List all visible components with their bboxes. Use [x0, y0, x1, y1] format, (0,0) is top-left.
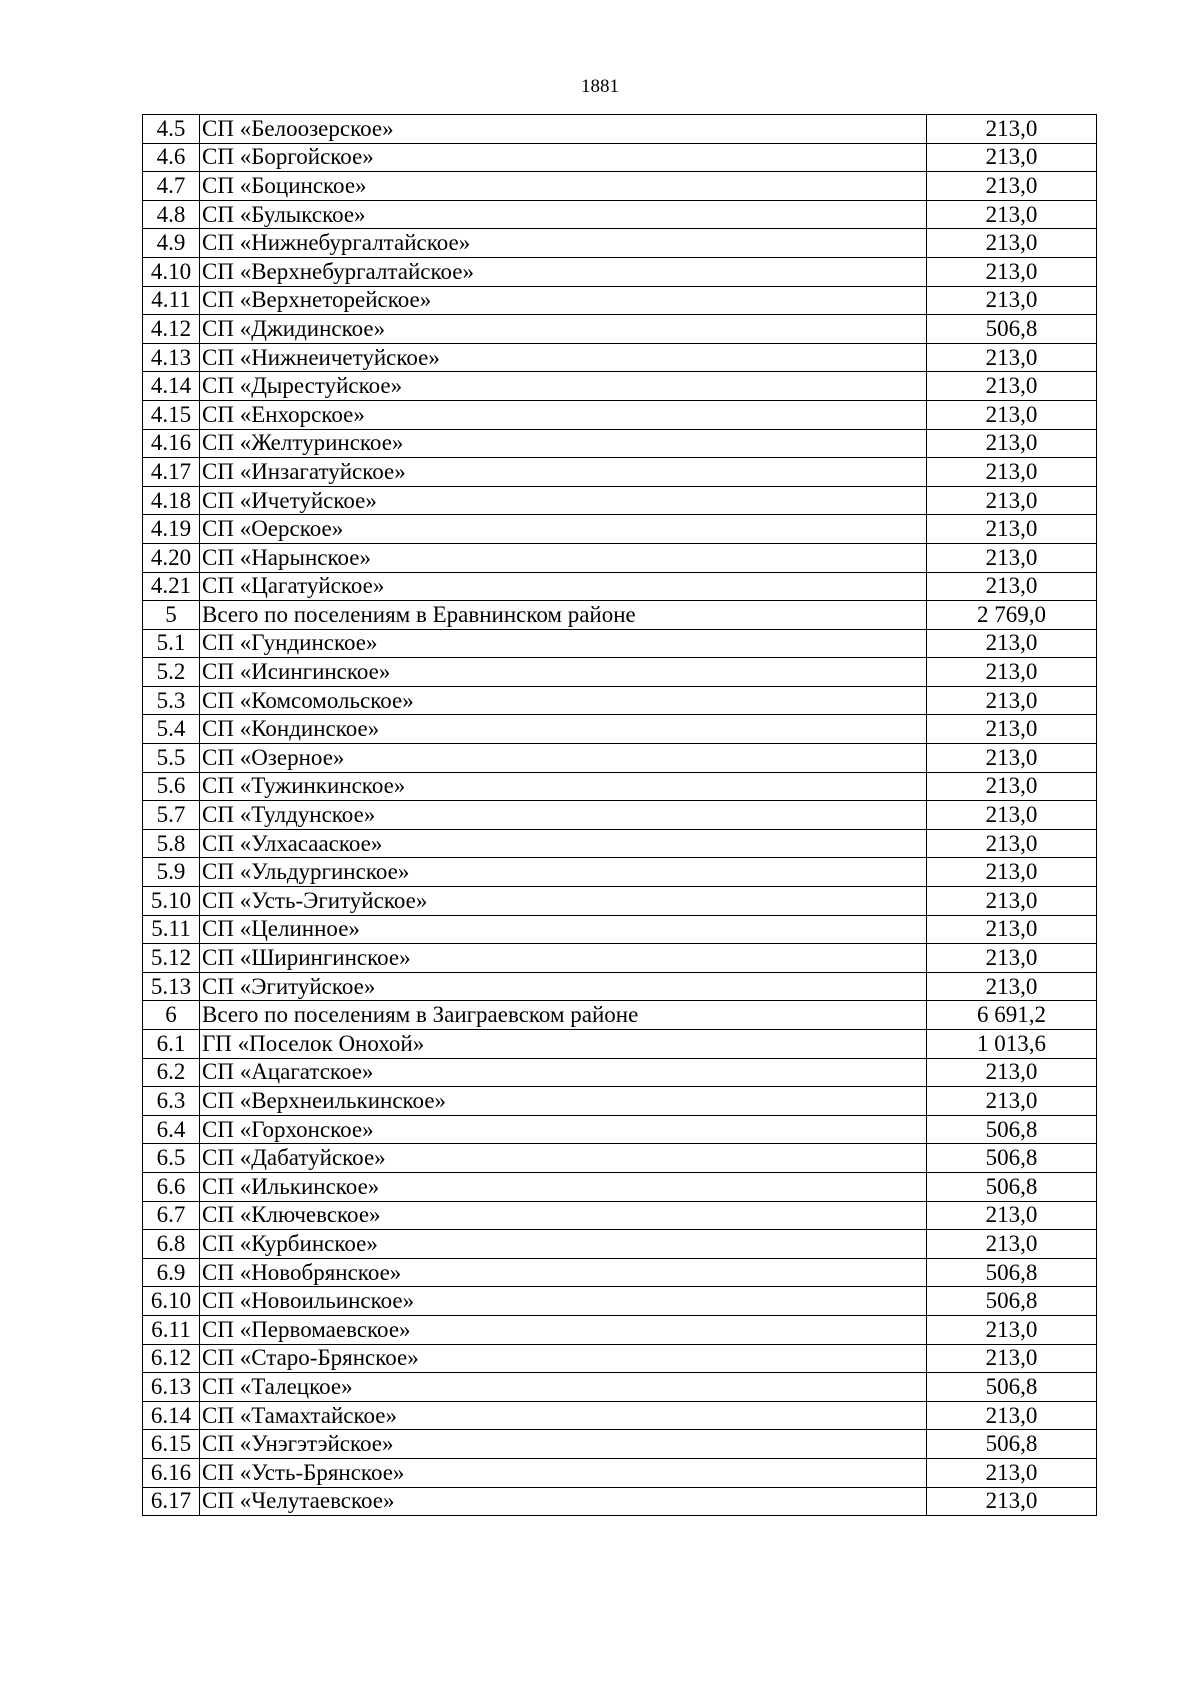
amount-cell: 213,0 — [927, 429, 1097, 458]
row-number-cell: 5.6 — [143, 772, 200, 801]
table-row — [143, 1373, 1097, 1402]
settlement-name-cell: СП «Нижнебургалтайское» — [200, 229, 927, 258]
settlement-name-cell: СП «Белоозерское» — [200, 115, 927, 144]
table-row — [143, 1001, 1097, 1030]
settlement-name-cell: СП «Озерное» — [200, 744, 927, 773]
table-row — [143, 229, 1097, 258]
table-row — [143, 658, 1097, 687]
amount-cell: 213,0 — [927, 1087, 1097, 1116]
settlement-name-cell: СП «Илькинское» — [200, 1172, 927, 1201]
amount-cell: 213,0 — [927, 115, 1097, 144]
row-number-cell: 6.15 — [143, 1430, 200, 1459]
settlement-name-cell: СП «Унэгэтэйское» — [200, 1430, 927, 1459]
amount-cell: 213,0 — [927, 1315, 1097, 1344]
table-row — [143, 629, 1097, 658]
table-row — [143, 458, 1097, 487]
settlement-name-cell: СП «Булыкское» — [200, 200, 927, 229]
row-number-cell: 6 — [143, 1001, 200, 1030]
settlement-name-cell: СП «Эгитуйское» — [200, 972, 927, 1001]
settlement-name-cell: СП «Старо-Брянское» — [200, 1344, 927, 1373]
row-number-cell: 6.12 — [143, 1344, 200, 1373]
row-number-cell: 4.7 — [143, 172, 200, 201]
amount-cell: 6 691,2 — [927, 1001, 1097, 1030]
amount-cell: 213,0 — [927, 686, 1097, 715]
table-row — [143, 1201, 1097, 1230]
settlement-name-cell: Всего по поселениям в Еравнинском районе — [200, 601, 927, 630]
row-number-cell: 5 — [143, 601, 200, 630]
amount-cell: 213,0 — [927, 486, 1097, 515]
amount-cell: 213,0 — [927, 286, 1097, 315]
table-row — [143, 1030, 1097, 1059]
table-row — [143, 1287, 1097, 1316]
row-number-cell: 4.5 — [143, 115, 200, 144]
table-row — [143, 915, 1097, 944]
amount-cell: 213,0 — [927, 372, 1097, 401]
table-row — [143, 429, 1097, 458]
amount-cell: 506,8 — [927, 1144, 1097, 1173]
table-row — [143, 400, 1097, 429]
amount-cell: 213,0 — [927, 801, 1097, 830]
row-number-cell: 6.14 — [143, 1401, 200, 1430]
amount-cell: 213,0 — [927, 1458, 1097, 1487]
settlement-name-cell: СП «Ичетуйское» — [200, 486, 927, 515]
settlement-name-cell: СП «Боргойское» — [200, 143, 927, 172]
amount-cell: 506,8 — [927, 1115, 1097, 1144]
row-number-cell: 5.3 — [143, 686, 200, 715]
table-row — [143, 1487, 1097, 1516]
settlement-name-cell: СП «Боцинское» — [200, 172, 927, 201]
settlement-name-cell: СП «Усть-Брянское» — [200, 1458, 927, 1487]
table-row — [143, 1172, 1097, 1201]
amount-cell: 213,0 — [927, 515, 1097, 544]
row-number-cell: 6.3 — [143, 1087, 200, 1116]
row-number-cell: 4.6 — [143, 143, 200, 172]
row-number-cell: 4.17 — [143, 458, 200, 487]
amount-cell: 213,0 — [927, 915, 1097, 944]
amount-cell: 213,0 — [927, 172, 1097, 201]
table-row — [143, 1230, 1097, 1259]
settlement-name-cell: СП «Целинное» — [200, 915, 927, 944]
table-row — [143, 601, 1097, 630]
row-number-cell: 6.11 — [143, 1315, 200, 1344]
settlement-name-cell: СП «Усть-Эгитуйское» — [200, 887, 927, 916]
amount-cell: 506,8 — [927, 1287, 1097, 1316]
settlement-name-cell: СП «Тамахтайское» — [200, 1401, 927, 1430]
row-number-cell: 4.8 — [143, 200, 200, 229]
settlements-table — [142, 114, 1097, 1516]
amount-cell: 213,0 — [927, 658, 1097, 687]
amount-cell: 506,8 — [927, 1258, 1097, 1287]
amount-cell: 506,8 — [927, 1430, 1097, 1459]
table-row — [143, 172, 1097, 201]
table-row — [143, 543, 1097, 572]
row-number-cell: 5.10 — [143, 887, 200, 916]
settlement-name-cell: СП «Ширингинское» — [200, 944, 927, 973]
amount-cell: 1 013,6 — [927, 1030, 1097, 1059]
settlement-name-cell: СП «Желтуринское» — [200, 429, 927, 458]
amount-cell: 506,8 — [927, 315, 1097, 344]
row-number-cell: 5.1 — [143, 629, 200, 658]
settlement-name-cell: ГП «Поселок Онохой» — [200, 1030, 927, 1059]
row-number-cell: 4.10 — [143, 257, 200, 286]
amount-cell: 506,8 — [927, 1172, 1097, 1201]
table-row — [143, 1401, 1097, 1430]
amount-cell: 213,0 — [927, 829, 1097, 858]
table-body — [143, 115, 1097, 1516]
settlement-name-cell: СП «Кондинское» — [200, 715, 927, 744]
amount-cell: 213,0 — [927, 887, 1097, 916]
settlement-name-cell: СП «Первомаевское» — [200, 1315, 927, 1344]
settlement-name-cell: СП «Улхасаaское» — [200, 829, 927, 858]
amount-cell: 213,0 — [927, 543, 1097, 572]
row-number-cell: 5.11 — [143, 915, 200, 944]
row-number-cell: 5.5 — [143, 744, 200, 773]
amount-cell: 506,8 — [927, 1373, 1097, 1402]
settlement-name-cell: СП «Енхорское» — [200, 400, 927, 429]
row-number-cell: 5.13 — [143, 972, 200, 1001]
row-number-cell: 6.1 — [143, 1030, 200, 1059]
settlement-name-cell: Всего по поселениям в Заиграевском районе — [200, 1001, 927, 1030]
row-number-cell: 6.7 — [143, 1201, 200, 1230]
settlement-name-cell: СП «Верхнебургалтайское» — [200, 257, 927, 286]
table-row — [143, 944, 1097, 973]
table-row — [143, 257, 1097, 286]
table-row — [143, 772, 1097, 801]
table-row — [143, 1144, 1097, 1173]
table-row — [143, 1344, 1097, 1373]
table-row — [143, 1458, 1097, 1487]
amount-cell: 213,0 — [927, 1401, 1097, 1430]
row-number-cell: 6.16 — [143, 1458, 200, 1487]
row-number-cell: 6.17 — [143, 1487, 200, 1516]
settlement-name-cell: СП «Гундинское» — [200, 629, 927, 658]
table-row — [143, 829, 1097, 858]
table-row — [143, 286, 1097, 315]
row-number-cell: 5.7 — [143, 801, 200, 830]
settlement-name-cell: СП «Нарынское» — [200, 543, 927, 572]
table-row — [143, 887, 1097, 916]
table-row — [143, 1115, 1097, 1144]
settlement-name-cell: СП «Цагатуйское» — [200, 572, 927, 601]
table-row — [143, 801, 1097, 830]
table-row — [143, 972, 1097, 1001]
row-number-cell: 6.4 — [143, 1115, 200, 1144]
row-number-cell: 6.9 — [143, 1258, 200, 1287]
table-row — [143, 686, 1097, 715]
settlement-name-cell: СП «Ульдургинское» — [200, 858, 927, 887]
row-number-cell: 4.16 — [143, 429, 200, 458]
amount-cell: 213,0 — [927, 143, 1097, 172]
table-row — [143, 1258, 1097, 1287]
settlement-name-cell: СП «Новобрянское» — [200, 1258, 927, 1287]
row-number-cell: 6.2 — [143, 1058, 200, 1087]
settlement-name-cell: СП «Ацагатское» — [200, 1058, 927, 1087]
row-number-cell: 5.8 — [143, 829, 200, 858]
table-row — [143, 1058, 1097, 1087]
settlement-name-cell: СП «Дырестуйское» — [200, 372, 927, 401]
row-number-cell: 5.4 — [143, 715, 200, 744]
table-row — [143, 315, 1097, 344]
amount-cell: 2 769,0 — [927, 601, 1097, 630]
row-number-cell: 6.5 — [143, 1144, 200, 1173]
page-number: 1881 — [581, 76, 619, 97]
amount-cell: 213,0 — [927, 744, 1097, 773]
row-number-cell: 6.13 — [143, 1373, 200, 1402]
amount-cell: 213,0 — [927, 972, 1097, 1001]
amount-cell: 213,0 — [927, 400, 1097, 429]
row-number-cell: 5.12 — [143, 944, 200, 973]
amount-cell: 213,0 — [927, 715, 1097, 744]
table-row — [143, 572, 1097, 601]
table-row — [143, 115, 1097, 144]
table-row — [143, 200, 1097, 229]
table-row — [143, 372, 1097, 401]
row-number-cell: 4.12 — [143, 315, 200, 344]
table-row — [143, 515, 1097, 544]
amount-cell: 213,0 — [927, 1058, 1097, 1087]
settlement-name-cell: СП «Верхнеилькинское» — [200, 1087, 927, 1116]
row-number-cell: 4.21 — [143, 572, 200, 601]
amount-cell: 213,0 — [927, 944, 1097, 973]
settlement-name-cell: СП «Инзагатуйское» — [200, 458, 927, 487]
row-number-cell: 4.20 — [143, 543, 200, 572]
settlement-name-cell: СП «Нижнеичетуйское» — [200, 343, 927, 372]
amount-cell: 213,0 — [927, 257, 1097, 286]
settlement-name-cell: СП «Тужинкинское» — [200, 772, 927, 801]
settlement-name-cell: СП «Ключевское» — [200, 1201, 927, 1230]
amount-cell: 213,0 — [927, 1344, 1097, 1373]
table-row — [143, 858, 1097, 887]
table-row — [143, 143, 1097, 172]
settlement-name-cell: СП «Исингинское» — [200, 658, 927, 687]
settlement-name-cell: СП «Курбинское» — [200, 1230, 927, 1259]
table-row — [143, 1430, 1097, 1459]
amount-cell: 213,0 — [927, 229, 1097, 258]
row-number-cell: 4.11 — [143, 286, 200, 315]
table-row — [143, 343, 1097, 372]
amount-cell: 213,0 — [927, 1230, 1097, 1259]
settlement-name-cell: СП «Дабатуйское» — [200, 1144, 927, 1173]
row-number-cell: 4.13 — [143, 343, 200, 372]
row-number-cell: 4.18 — [143, 486, 200, 515]
amount-cell: 213,0 — [927, 1487, 1097, 1516]
amount-cell: 213,0 — [927, 629, 1097, 658]
amount-cell: 213,0 — [927, 572, 1097, 601]
amount-cell: 213,0 — [927, 458, 1097, 487]
settlement-name-cell: СП «Комсомольское» — [200, 686, 927, 715]
table-row — [143, 715, 1097, 744]
row-number-cell: 5.9 — [143, 858, 200, 887]
row-number-cell: 5.2 — [143, 658, 200, 687]
table-row — [143, 486, 1097, 515]
table-row — [143, 1087, 1097, 1116]
settlement-name-cell: СП «Новоильинское» — [200, 1287, 927, 1316]
settlement-name-cell: СП «Джидинское» — [200, 315, 927, 344]
settlement-name-cell: СП «Челутаевское» — [200, 1487, 927, 1516]
table-row — [143, 1315, 1097, 1344]
amount-cell: 213,0 — [927, 200, 1097, 229]
settlement-name-cell: СП «Верхнеторейское» — [200, 286, 927, 315]
amount-cell: 213,0 — [927, 1201, 1097, 1230]
amount-cell: 213,0 — [927, 858, 1097, 887]
amount-cell: 213,0 — [927, 343, 1097, 372]
row-number-cell: 4.9 — [143, 229, 200, 258]
settlement-name-cell: СП «Оерское» — [200, 515, 927, 544]
row-number-cell: 6.10 — [143, 1287, 200, 1316]
row-number-cell: 6.8 — [143, 1230, 200, 1259]
row-number-cell: 6.6 — [143, 1172, 200, 1201]
amount-cell: 213,0 — [927, 772, 1097, 801]
row-number-cell: 4.14 — [143, 372, 200, 401]
row-number-cell: 4.19 — [143, 515, 200, 544]
table-row — [143, 744, 1097, 773]
settlement-name-cell: СП «Тулдунское» — [200, 801, 927, 830]
settlement-name-cell: СП «Талецкое» — [200, 1373, 927, 1402]
row-number-cell: 4.15 — [143, 400, 200, 429]
settlement-name-cell: СП «Горхонское» — [200, 1115, 927, 1144]
